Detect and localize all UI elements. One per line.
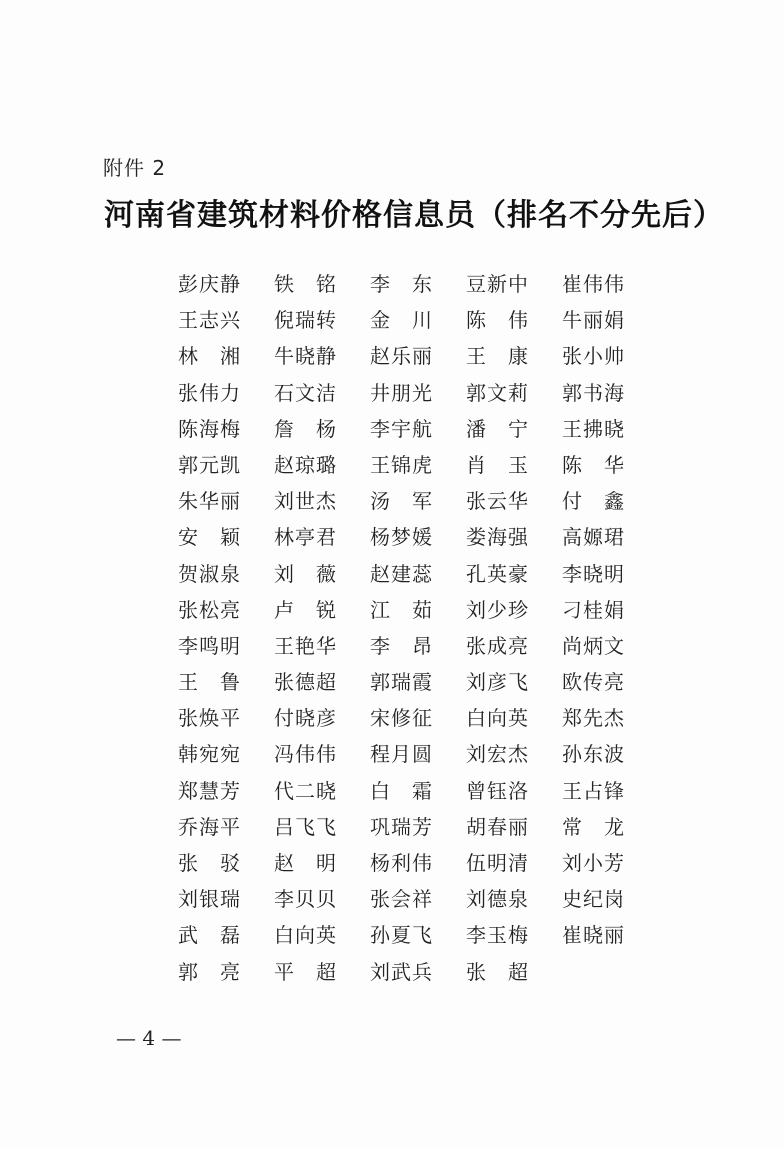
name-entry: 刘彦飞 — [466, 670, 528, 695]
name-entry: 李晓明 — [562, 561, 624, 586]
name-entry: 冯伟伟 — [274, 742, 336, 767]
attachment-label: 附件 2 — [103, 156, 167, 180]
name-entry: 杨利伟 — [370, 851, 432, 875]
name-entry: 倪瑞转 — [274, 308, 336, 333]
name-entry: 代二晓 — [274, 778, 336, 803]
name-entry: 赵琼璐 — [274, 452, 336, 477]
name-entry: 张德超 — [274, 670, 336, 695]
name-entry: 豆新中 — [466, 272, 528, 296]
name-entry: 王志兴 — [178, 308, 240, 333]
name-entry: 李宇航 — [370, 416, 432, 441]
name-entry: 韩宛宛 — [178, 742, 240, 767]
name-entry: 崔晓丽 — [562, 923, 624, 948]
name-entry: 刘武兵 — [370, 959, 432, 984]
name-entry: 常 龙 — [562, 814, 624, 839]
name-entry: 郑先杰 — [562, 706, 624, 731]
name-entry: 王拂晓 — [562, 416, 624, 441]
name-list — [178, 270, 648, 994]
name-entry: 刘 薇 — [274, 561, 336, 586]
name-entry: 欧传亮 — [562, 670, 624, 695]
name-entry: 郭元凯 — [178, 452, 240, 477]
name-entry: 铁 铭 — [274, 272, 336, 296]
name-entry: 付 鑫 — [562, 489, 624, 514]
name-entry: 刘少珍 — [466, 597, 528, 622]
name-entry: 赵乐丽 — [370, 344, 432, 369]
name-entry: 贺淑泉 — [178, 561, 240, 586]
name-entry: 王占锋 — [562, 778, 624, 803]
name-entry: 张云华 — [466, 489, 528, 514]
name-entry: 张会祥 — [370, 887, 432, 912]
name-entry: 白 霜 — [370, 778, 432, 803]
name-entry: 付晓彦 — [274, 706, 336, 731]
name-entry: 肖 玉 — [466, 452, 528, 477]
name-entry: 赵 明 — [274, 851, 336, 875]
name-entry: 汤 军 — [370, 489, 432, 514]
name-entry: 潘 宁 — [466, 416, 528, 441]
name-entry: 金 川 — [370, 308, 432, 333]
name-entry: 安 颖 — [178, 525, 240, 550]
name-entry: 郭 亮 — [178, 959, 240, 984]
name-entry: 张小帅 — [562, 344, 624, 369]
name-entry: 刘德泉 — [466, 887, 528, 912]
name-entry: 李 昂 — [370, 633, 432, 658]
name-entry: 陈海梅 — [178, 416, 240, 441]
name-entry: 吕飞飞 — [274, 814, 336, 839]
name-entry: 李贝贝 — [274, 887, 336, 912]
name-entry: 赵建蕊 — [370, 561, 432, 586]
name-entry: 高嫄珺 — [562, 525, 624, 550]
name-entry: 白向英 — [466, 706, 528, 731]
name-entry: 牛丽娟 — [562, 308, 624, 333]
name-entry: 李鸣明 — [178, 633, 240, 658]
name-entry: 陈 华 — [562, 452, 624, 477]
page-number: — 4 — — [116, 1026, 182, 1050]
name-entry: 李玉梅 — [466, 923, 528, 948]
name-entry: 刘小芳 — [562, 851, 624, 875]
name-entry: 郭书海 — [562, 380, 624, 405]
name-entry: 井朋光 — [370, 380, 432, 405]
name-entry: 林 湘 — [178, 344, 240, 369]
name-entry: 程月圆 — [370, 742, 432, 767]
name-entry: 武 磊 — [178, 923, 240, 948]
name-entry: 杨梦媛 — [370, 525, 432, 550]
name-entry: 刁桂娟 — [562, 597, 624, 622]
name-entry: 郭文莉 — [466, 380, 528, 405]
name-entry: 卢 锐 — [274, 597, 336, 622]
name-entry: 李 东 — [370, 272, 432, 296]
name-entry: 宋修征 — [370, 706, 432, 731]
name-entry: 陈 伟 — [466, 308, 528, 333]
name-entry: 刘银瑞 — [178, 887, 240, 912]
name-entry: 张焕平 — [178, 706, 240, 731]
name-entry: 彭庆静 — [178, 272, 240, 296]
name-entry: 王艳华 — [274, 633, 336, 658]
name-entry: 娄海强 — [466, 525, 528, 550]
name-entry: 王 鲁 — [178, 670, 240, 695]
name-entry: 詹 杨 — [274, 416, 336, 441]
name-entry: 王锦虎 — [370, 452, 432, 477]
name-entry: 张 驳 — [178, 851, 240, 875]
name-entry: 崔伟伟 — [562, 272, 624, 296]
name-entry: 张松亮 — [178, 597, 240, 622]
name-entry: 朱华丽 — [178, 489, 240, 514]
name-entry: 林亭君 — [274, 525, 336, 550]
name-entry: 乔海平 — [178, 814, 240, 839]
name-entry: 张成亮 — [466, 633, 528, 658]
document-title: 河南省建筑材料价格信息员（排名不分先后） — [104, 198, 724, 233]
name-entry: 胡春丽 — [466, 814, 528, 839]
name-entry: 郑慧芳 — [178, 778, 240, 803]
name-entry: 王 康 — [466, 344, 528, 369]
name-entry: 张 超 — [466, 959, 528, 984]
name-entry: 江 茹 — [370, 597, 432, 622]
name-entry: 巩瑞芳 — [370, 814, 432, 839]
name-entry: 牛晓静 — [274, 344, 336, 369]
name-entry: 平 超 — [274, 959, 336, 984]
name-entry: 石文洁 — [274, 380, 336, 405]
name-entry: 白向英 — [274, 923, 336, 948]
name-entry: 曾钰洛 — [466, 778, 528, 803]
name-entry: 孔英豪 — [466, 561, 528, 586]
name-entry: 张伟力 — [178, 380, 240, 405]
name-entry: 孙东波 — [562, 742, 624, 767]
name-entry: 郭瑞霞 — [370, 670, 432, 695]
name-entry: 史纪岗 — [562, 887, 624, 912]
name-entry: 伍明清 — [466, 851, 528, 875]
name-entry: 孙夏飞 — [370, 923, 432, 948]
name-entry: 刘宏杰 — [466, 742, 528, 767]
name-entry: 刘世杰 — [274, 489, 336, 514]
name-entry: 尚炳文 — [562, 633, 624, 658]
